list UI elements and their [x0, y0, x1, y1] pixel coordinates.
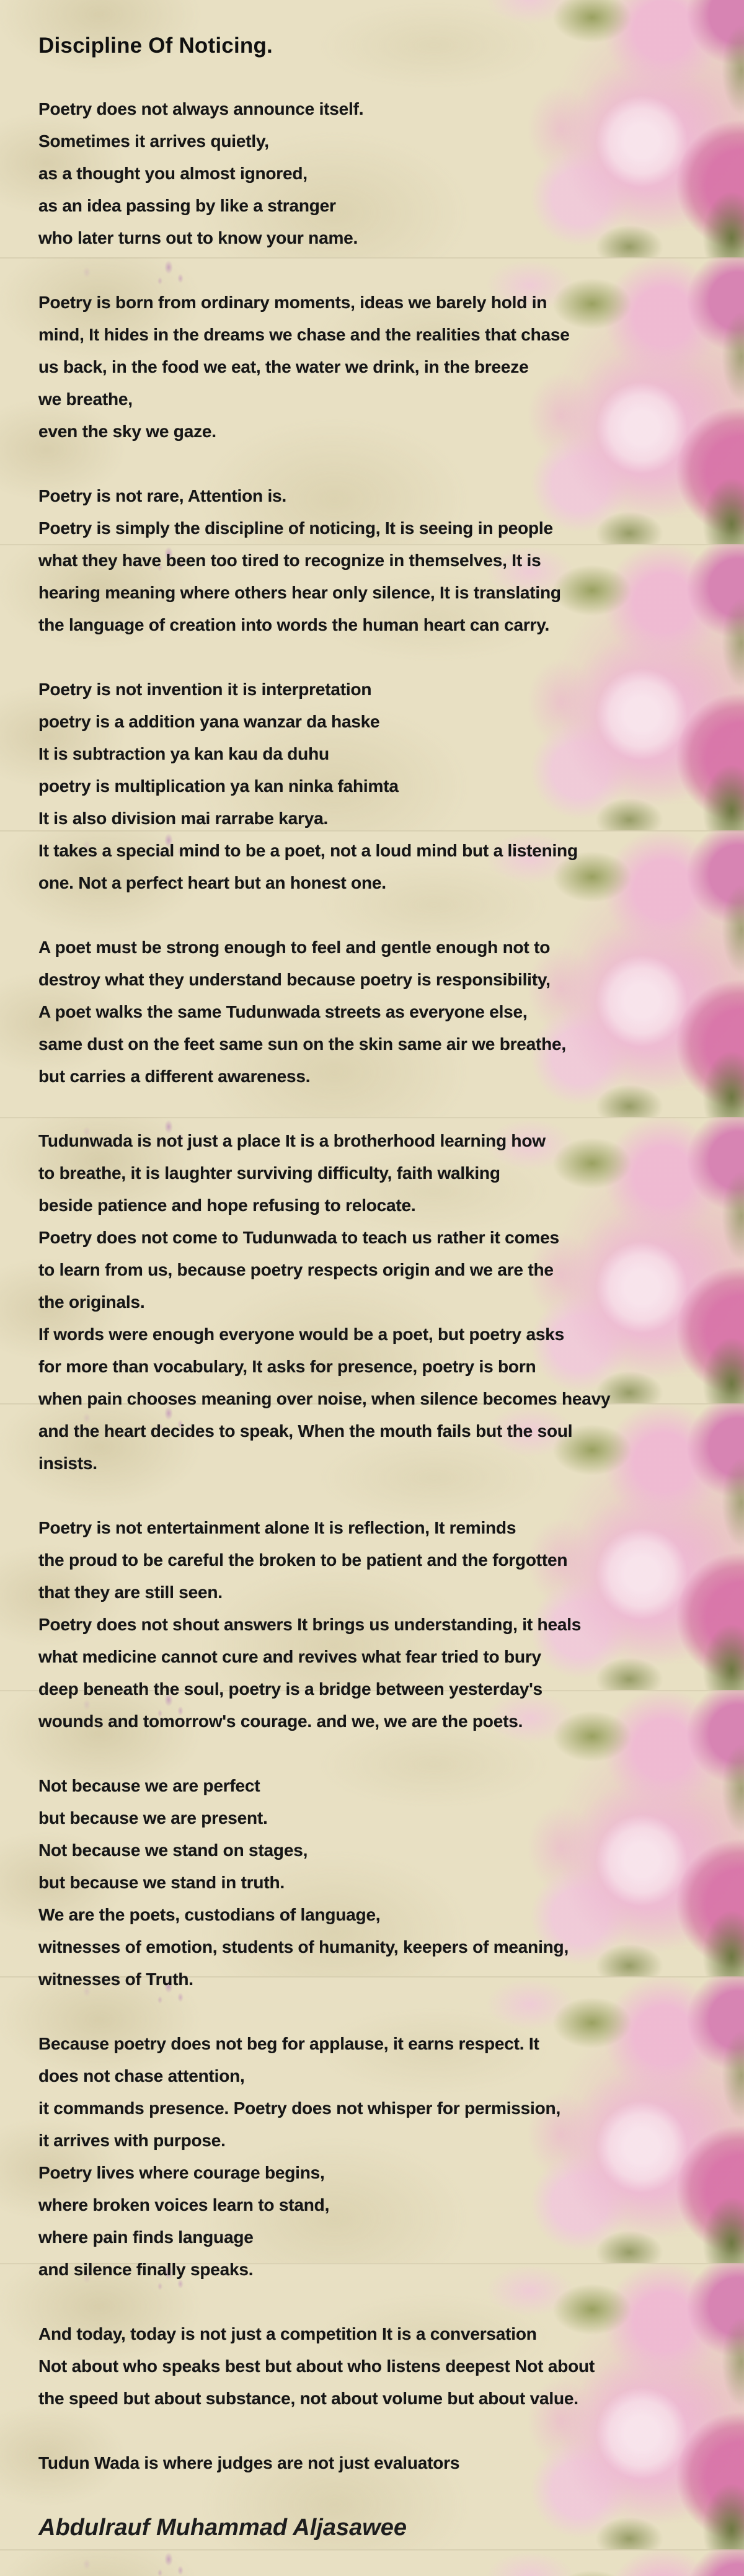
poem-title: Discipline Of Noticing. — [38, 33, 273, 58]
poem-line: same dust on the feet same sun on the skin same air we breathe, — [38, 1034, 567, 1054]
poem-stanza — [38, 2028, 725, 2286]
poem-line: destroy what they understand because poetry is responsibility, — [38, 970, 551, 989]
poem-line: as a thought you almost ignored, — [38, 164, 308, 183]
poem-line: Poetry is not invention it is interpretation — [38, 680, 372, 699]
poem-line: It is also division mai rarrabe karya. — [38, 809, 329, 828]
poem-line: And today, today is not just a competition It is a conversation — [38, 2324, 537, 2343]
poem-line: the speed but about substance, not about volume but about value. — [38, 2389, 578, 2408]
poem-line: but carries a different awareness. — [38, 1067, 311, 1086]
poem-line: insists. — [38, 1454, 97, 1473]
poem-line: witnesses of Truth. — [38, 1970, 193, 1989]
poem-line: the proud to be careful the broken to be patient and the forgotten — [38, 1550, 568, 1570]
poem-line: as an idea passing by like a stranger — [38, 196, 336, 215]
poem-line: Not because we stand on stages, — [38, 1841, 308, 1860]
poem-line: Tudunwada is not just a place It is a brotherhood learning how — [38, 1131, 546, 1150]
poem-line: Poetry does not always announce itself. — [38, 99, 364, 118]
poem-line: If words were enough everyone would be a poet, but poetry asks — [38, 1325, 564, 1344]
poem-line: the language of creation into words the human heart can carry. — [38, 615, 550, 634]
poem-line: when pain chooses meaning over noise, when silence becomes heavy — [38, 1389, 611, 1408]
poem-line: hearing meaning where others hear only silence, It is translating — [38, 583, 561, 602]
poem-line: wounds and tomorrow's courage. and we, we are the poets. — [38, 1712, 523, 1731]
poem-line: Poetry is born from ordinary moments, ideas we barely hold in — [38, 293, 547, 312]
poem-line: It is subtraction ya kan kau da duhu — [38, 744, 329, 763]
poem-line: We are the poets, custodians of language, — [38, 1905, 381, 1924]
poem-line: us back, in the food we eat, the water we drink, in the breeze — [38, 357, 529, 376]
poem-stanza — [38, 286, 725, 448]
poem-stanza — [38, 480, 725, 641]
poem-line: Poetry does not shout answers It brings us understanding, it heals — [38, 1615, 582, 1634]
poem-line: that they are still seen. — [38, 1583, 223, 1602]
poem-line: Not about who speaks best but about who listens deepest Not about — [38, 2356, 595, 2376]
poem-stanza — [38, 673, 725, 899]
poem-line: to breathe, it is laughter surviving difficulty, faith walking — [38, 1163, 500, 1183]
poem-line: deep beneath the soul, poetry is a bridge between yesterday's — [38, 1679, 542, 1699]
poem-stanza — [38, 1125, 725, 1480]
poem-line: beside patience and hope refusing to relocate. — [38, 1196, 416, 1215]
poem-line: Poetry lives where courage begins, — [38, 2163, 325, 2182]
poem-line: Not because we are perfect — [38, 1776, 260, 1795]
poem-line: one. Not a perfect heart but an honest one. — [38, 873, 386, 892]
poem-line: witnesses of emotion, students of humanity, keepers of meaning, — [38, 1937, 569, 1956]
poem-line: A poet walks the same Tudunwada streets as everyone else, — [38, 1002, 528, 1021]
poem-stanza — [38, 1512, 725, 1738]
poem-line: A poet must be strong enough to feel and gentle enough not to — [38, 938, 551, 957]
poem-stanza — [38, 931, 725, 1093]
poem-line: it arrives with purpose. — [38, 2131, 226, 2150]
poem-stanza — [38, 2447, 725, 2479]
poem-line: for more than vocabulary, It asks for presence, poetry is born — [38, 1357, 536, 1376]
poem-line: what they have been too tired to recognize in themselves, It is — [38, 551, 541, 570]
poem-line: we breathe, — [38, 389, 133, 409]
poem-line: it commands presence. Poetry does not whisper for permission, — [38, 2099, 561, 2118]
poem-line: what medicine cannot cure and revives what fear tried to bury — [38, 1647, 541, 1666]
poem-stanza — [38, 93, 725, 254]
poem-stanza — [38, 2318, 725, 2415]
poem-line: even the sky we gaze. — [38, 422, 216, 441]
poem-stanzas — [38, 93, 725, 2479]
poem-line: poetry is a addition yana wanzar da haske — [38, 712, 380, 731]
poem-line: but because we stand in truth. — [38, 1873, 285, 1892]
author-name: Abdulrauf Muhammad Aljasawee — [38, 2515, 407, 2541]
poem-stanza — [38, 1770, 725, 1996]
poem-line: where broken voices learn to stand, — [38, 2195, 330, 2214]
poem-line: poetry is multiplication ya kan ninka fahimta — [38, 776, 399, 796]
poem-line: and silence finally speaks. — [38, 2260, 254, 2279]
poem-line: who later turns out to know your name. — [38, 228, 358, 247]
poem-line: Poetry does not come to Tudunwada to teach us rather it comes — [38, 1228, 559, 1247]
poem-line: Sometimes it arrives quietly, — [38, 131, 269, 151]
poem-line: but because we are present. — [38, 1808, 268, 1828]
poem-line: to learn from us, because poetry respects origin and we are the — [38, 1260, 554, 1279]
poem — [38, 29, 725, 2545]
poem-line: Poetry is not entertainment alone It is reflection, It reminds — [38, 1518, 516, 1537]
poem-line: It takes a special mind to be a poet, not a loud mind but a listening — [38, 841, 578, 860]
poem-line: mind, It hides in the dreams we chase and the realities that chase — [38, 325, 570, 344]
poem-line: Because poetry does not beg for applause, it earns respect. It — [38, 2034, 539, 2053]
poem-line: does not chase attention, — [38, 2066, 245, 2085]
poem-line: where pain finds language — [38, 2227, 254, 2247]
poem-line: Poetry is not rare, Attention is. — [38, 486, 286, 505]
poem-line: the originals. — [38, 1292, 145, 1312]
poem-line: Tudun Wada is where judges are not just evaluators — [38, 2453, 460, 2472]
poem-line: Poetry is simply the discipline of noticing, It is seeing in people — [38, 518, 553, 538]
poem-line: and the heart decides to speak, When the mouth fails but the soul — [38, 1421, 573, 1441]
